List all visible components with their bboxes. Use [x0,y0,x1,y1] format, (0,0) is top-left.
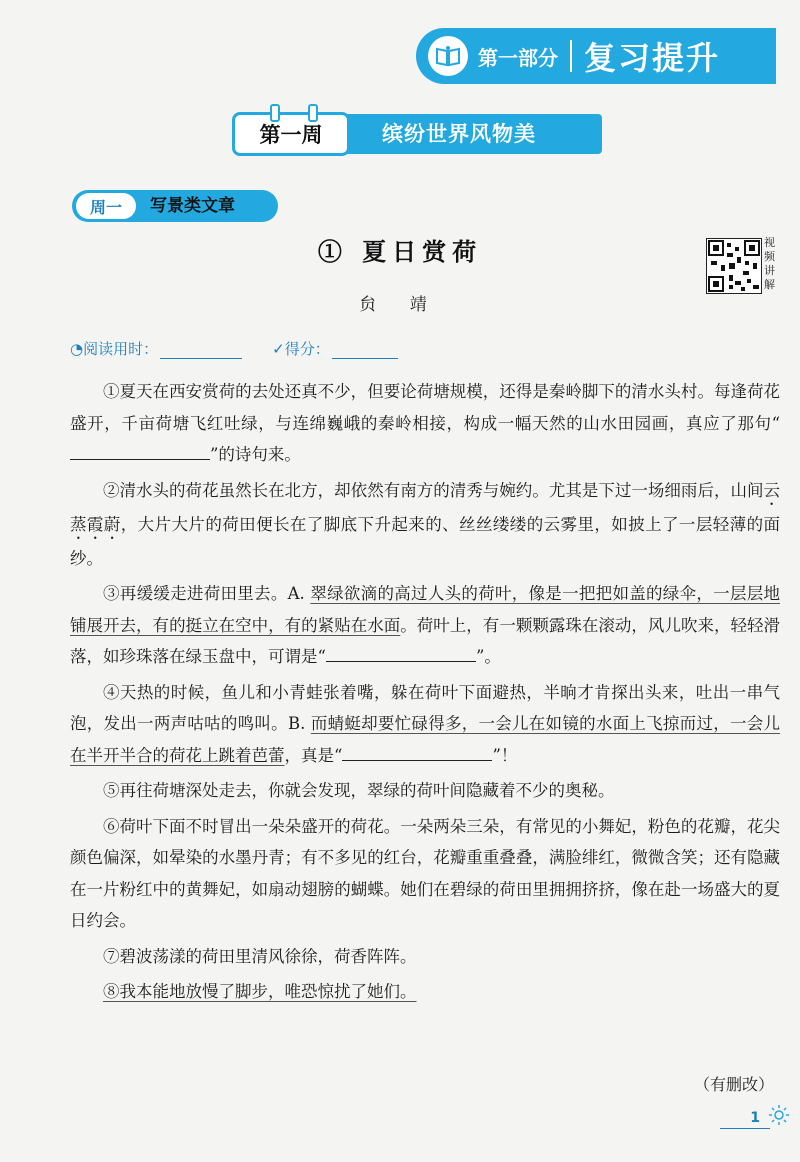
page-rule [720,1128,770,1129]
paragraph-7: ⑦碧波荡漾的荷田里清风徐徐，荷香阵阵。 [103,946,417,966]
paragraph-1: ①夏天在西安赏荷的去处还真不少，但要论荷塘规模，还得是秦岭脚下的清水头村。每逢荷花盛开，千亩荷塘飞红吐绿，与连绵巍峨的秦岭相接，构成一幅天然的山水田园画，真应了那句“”的诗句来。 [70,382,780,464]
check-icon: ✓ [272,340,285,358]
paragraph-2: ②清水头的荷花虽然长在北方，却依然有南方的清秀与婉约。尤其是下过一场细雨后，山间云蒸霞蔚，大片大片的荷田便长在了脚底下升起来的、丝丝缕缕的云雾里，如披上了一层轻薄的面纱。 [70,480,781,568]
answer-blank-2[interactable] [326,641,476,662]
answer-blank-3[interactable] [342,740,492,761]
underlined-sentence-8: ⑧我本能地放慢了脚步，唯恐惊扰了她们。 [103,982,417,1001]
paragraph-5: ⑤再往荷塘深处走去，你就会发现，翠绿的荷叶间隐藏着不少的奥秘。 [103,781,615,800]
clock-icon: ◔ [70,340,84,358]
week-label: 第一周 [232,112,350,156]
article-body [70,376,780,1012]
reading-time-field[interactable] [160,344,242,359]
underlined-sentence-b: 而蜻蜓却要忙碌得多，一会儿在如镜的水面上飞掠而过，一会儿在半开半合的荷花上跳着芭蕾 [70,714,781,765]
score [272,338,398,359]
qr-label: 视频讲解 [764,236,775,291]
answer-blank-1[interactable] [70,439,210,460]
article-title: ① 夏日赏荷 [317,237,483,266]
article-category: 写景类文章 [150,196,235,216]
paragraph-3: ③再缓缓走进荷田里去。A. 翠绿欲滴的高过人头的荷叶，像是一把把如盖的绿伞，一层层地铺展开去，有的挺立在空中，有的紧贴在水面。荷叶上，有一颗颗露珠在滚动，风儿吹来，轻轻滑落，如珍珠落在绿玉盘中，可谓是“ ”。 [70,584,781,666]
day-tag [72,190,278,222]
article-author: 贠 靖 [359,295,441,315]
reading-time [70,338,242,359]
sun-icon [768,1104,790,1130]
score-label: 得分： [284,340,330,358]
part-label: 第一部分 [478,45,558,70]
binder-rings [270,104,318,122]
week-theme: 缤纷世界风物美 [382,122,536,146]
paragraph-6: ⑥荷叶下面不时冒出一朵朵盛开的荷花。一朵两朵三朵，有常见的小舞妃，粉色的花瓣，花尖颜色偏深，如晕染的水墨丹青；有不多见的红台，花瓣重重叠叠，满脸绯红，微微含笑；还有隐藏在一片粉红中的黄舞妃，如扇动翅膀的蝴蝶。她们在碧绿的荷田里拥拥挤挤，像在赴一场盛大的夏日约会。 [70,816,780,930]
week-heading [232,112,612,158]
qr-code[interactable] [706,238,762,294]
dotted-phrase: 云蒸霞蔚 [70,480,780,534]
section-title: 复习提升 [584,39,721,77]
underlined-sentence-a: 翠绿欲滴的高过人头的荷叶，像是一把把如盖的绿伞，一层层地铺展开去，有的挺立在空中，有的紧贴在水面 [70,584,781,635]
banner-divider [570,40,572,72]
score-field[interactable] [332,344,398,359]
reading-time-label: 阅读用时： [83,340,159,358]
day-label: 周一 [76,193,136,219]
paragraph-8 [70,976,780,1008]
page-number: 1 [750,1110,760,1126]
meta-row [70,338,398,359]
book-icon [428,36,468,76]
paragraph-4: ④天热的时候，鱼儿和小青蛙张着嘴，躲在荷叶下面避热，半晌才肯探出头来，吐出一串气泡，发出一两声咕咕的鸣叫。B. 而蜻蜓却要忙碌得多，一会儿在如镜的水面上飞掠而过，一会儿在半开半合的荷花上跳着芭蕾，真是“ ”！ [70,682,781,765]
edit-note: （有删改） [693,1075,774,1094]
section-banner [416,28,776,84]
